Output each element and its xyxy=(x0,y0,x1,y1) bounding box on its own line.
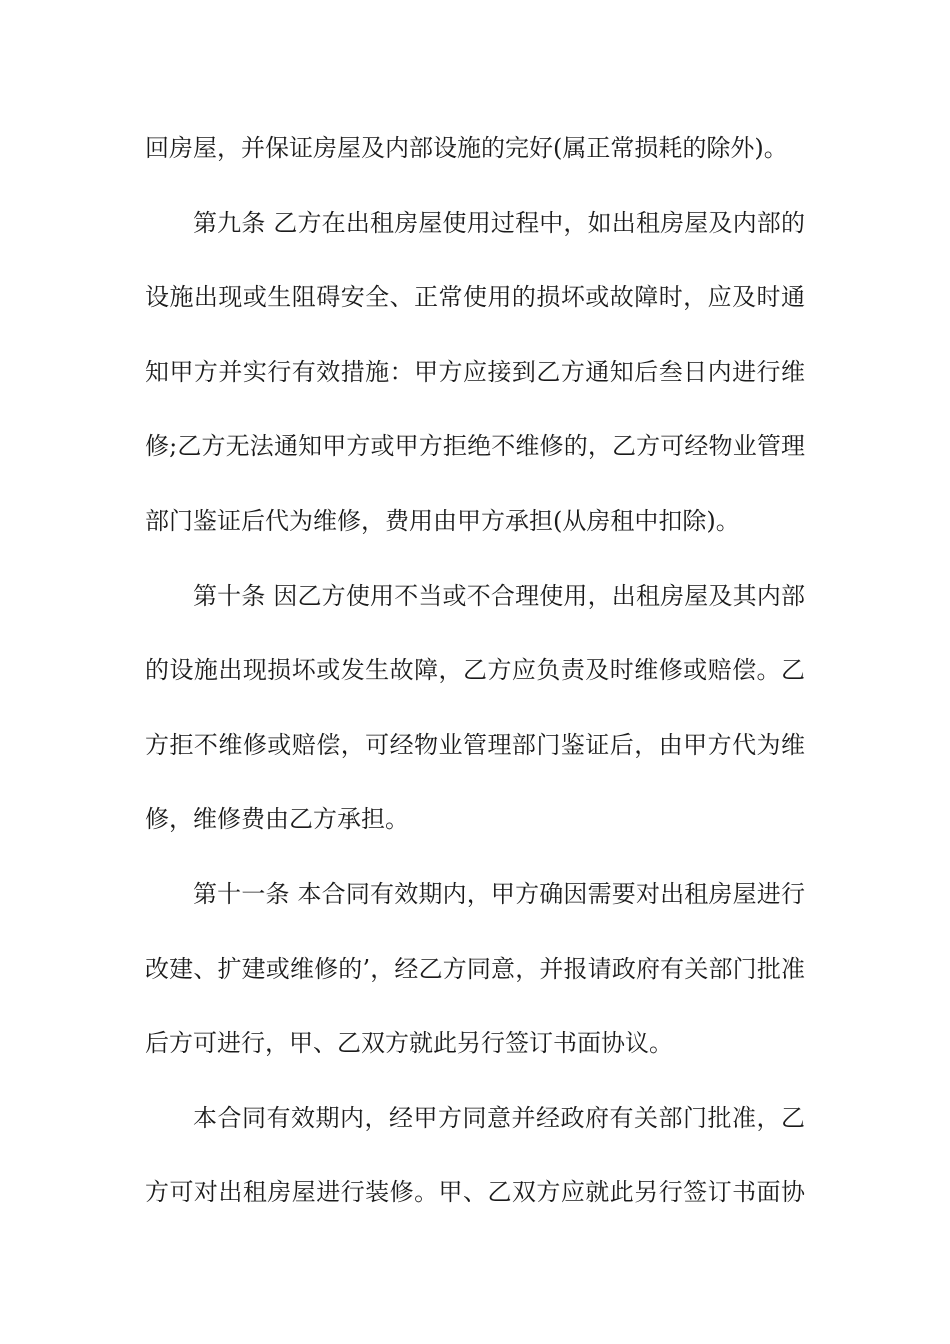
paragraph-line: 知甲方并实行有效措施：甲方应接到乙方通知后叁日内进行维 xyxy=(145,357,805,386)
paragraph-line: 设施出现或生阻碍安全、正常使用的损坏或故障时，应及时通 xyxy=(145,283,805,312)
paragraph-first-line: 第九条 乙方在出租房屋使用过程中，如出租房屋及内部的 xyxy=(193,208,805,237)
paragraph-line: 回房屋，并保证房屋及内部设施的完好(属正常损耗的除外)。 xyxy=(145,134,788,162)
paragraph-first-line: 第十条 因乙方使用不当或不合理使用，出租房屋及其内部 xyxy=(193,581,805,610)
paragraph-line: 修;乙方无法通知甲方或甲方拒绝不维修的，乙方可经物业管理 xyxy=(145,432,805,461)
paragraph-line: 方可对出租房屋进行装修。甲、乙双方应就此另行签订书面协 xyxy=(145,1178,805,1207)
paragraph-line: 的设施出现损坏或发生故障，乙方应负责及时维修或赔偿。乙 xyxy=(145,656,805,685)
paragraph-line: 部门鉴证后代为维修，费用由甲方承担(从房租中扣除)。 xyxy=(145,507,740,535)
paragraph-line: 方拒不维修或赔偿，可经物业管理部门鉴证后，由甲方代为维 xyxy=(145,730,805,759)
paragraph-line: 修，维修费由乙方承担。 xyxy=(145,805,409,834)
paragraph-line: 改建、扩建或维修的’，经乙方同意，并报请政府有关部门批准 xyxy=(145,954,805,983)
paragraph-first-line: 第十一条 本合同有效期内，甲方确因需要对出租房屋进行 xyxy=(193,880,805,908)
paragraph-line: 后方可进行，甲、乙双方就此另行签订书面协议。 xyxy=(145,1029,673,1058)
paragraph-first-line: 本合同有效期内，经甲方同意并经政府有关部门批准，乙 xyxy=(193,1103,805,1132)
